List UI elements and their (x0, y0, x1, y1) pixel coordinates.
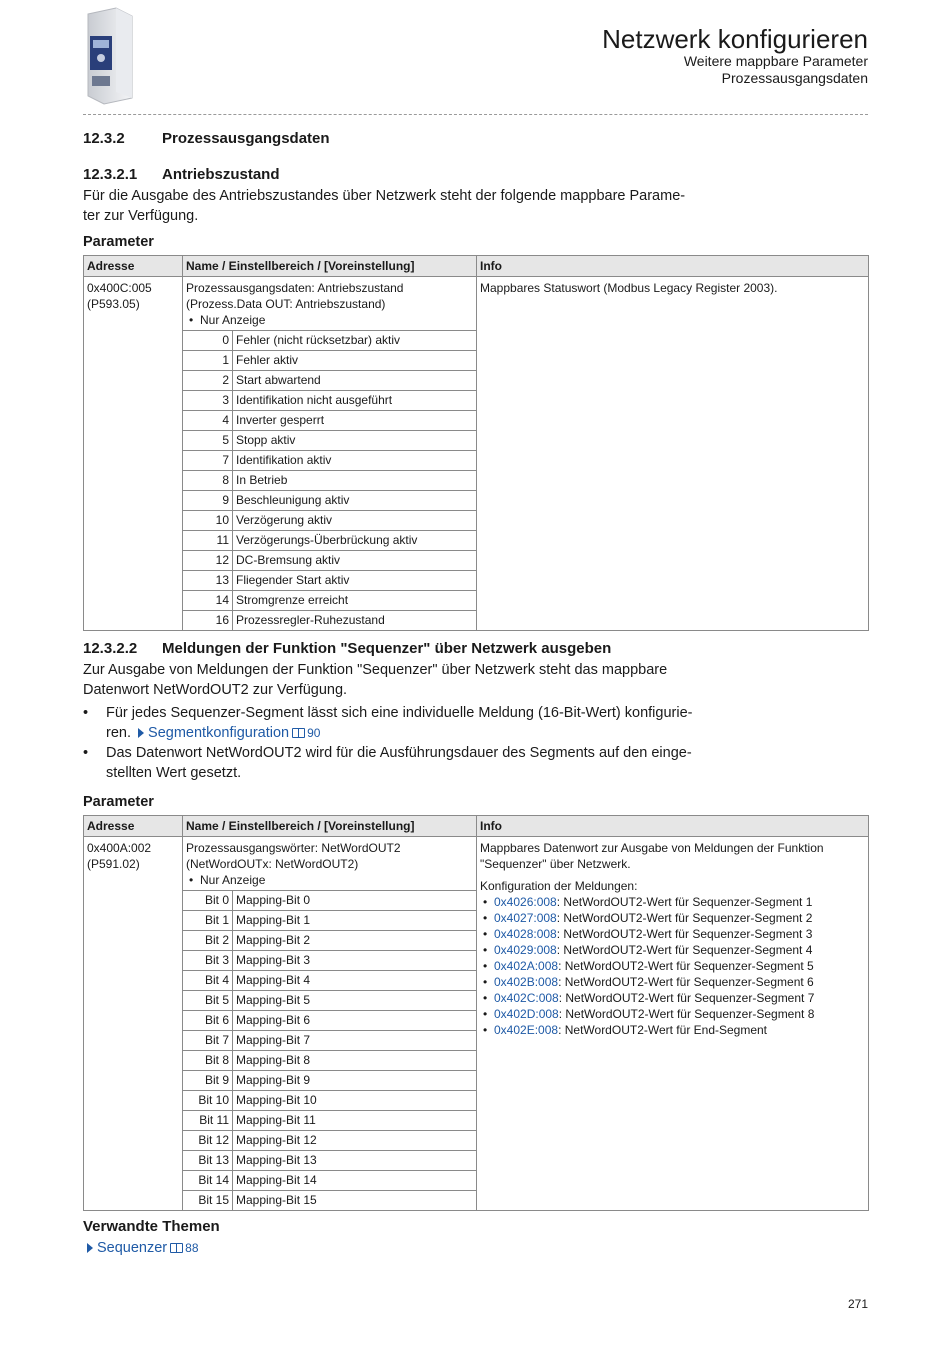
link-arrow-icon (138, 728, 144, 738)
parameter-table (83, 815, 869, 1211)
param-name: Prozessausgangsdaten: Antriebszustand (186, 281, 404, 295)
value-key: 14 (183, 591, 233, 611)
param-name: Prozessausgangswörter: NetWordOUT2 (186, 841, 401, 855)
name-cell (183, 277, 477, 631)
info-line: Konfiguration der Meldungen: (480, 879, 638, 893)
subsection-number: 12.3.2.2 (83, 640, 138, 657)
column-header: Adresse (84, 256, 183, 277)
value-row (183, 1111, 476, 1131)
parameter-link[interactable]: 0x402C:008 (494, 991, 559, 1005)
value-row (183, 911, 476, 931)
param-access: • Nur Anzeige (186, 312, 473, 328)
value-row (183, 1051, 476, 1071)
value-label: Verzögerungs-Überbrückung aktiv (233, 531, 477, 551)
segmentkonfiguration-link[interactable]: Segmentkonfiguration (148, 725, 290, 741)
value-row (183, 511, 476, 531)
value-key: Bit 7 (183, 1031, 233, 1051)
value-key: Bit 4 (183, 971, 233, 991)
column-header: Adresse (84, 816, 183, 837)
value-key: 11 (183, 531, 233, 551)
bullet-text: ren. (106, 725, 131, 741)
value-key: 2 (183, 371, 233, 391)
value-row (183, 1031, 476, 1051)
link-arrow-icon (87, 1243, 93, 1253)
value-key: Bit 8 (183, 1051, 233, 1071)
value-row (183, 471, 476, 491)
page-reference[interactable]: 88 (185, 1241, 199, 1255)
value-label: Identifikation aktiv (233, 451, 477, 471)
value-label: Mapping-Bit 5 (233, 991, 477, 1011)
column-header: Name / Einstellbereich / [Voreinstellung] (183, 816, 477, 837)
value-list (183, 890, 476, 1210)
address-cell (84, 277, 183, 631)
section-title: Prozessausgangsdaten (162, 130, 330, 147)
value-key: Bit 14 (183, 1171, 233, 1191)
address-value: 0x400A:002 (87, 841, 152, 855)
info-cell: Mappbares Statuswort (Modbus Legacy Register 2003). (477, 277, 869, 631)
value-row (183, 891, 476, 911)
value-key: Bit 3 (183, 951, 233, 971)
name-cell (183, 837, 477, 1211)
value-key: Bit 10 (183, 1091, 233, 1111)
info-list-item (480, 1006, 865, 1022)
sequenzer-link[interactable]: Sequenzer (97, 1240, 168, 1256)
value-key: 1 (183, 351, 233, 371)
value-label: Mapping-Bit 8 (233, 1051, 477, 1071)
parameter-table (83, 255, 869, 631)
column-header: Name / Einstellbereich / [Voreinstellung] (183, 256, 477, 277)
info-item-text: : NetWordOUT2-Wert für Sequenzer-Segment 2 (556, 911, 813, 925)
value-row (183, 371, 476, 391)
page-reference[interactable]: 90 (307, 726, 321, 740)
value-row (183, 571, 476, 591)
value-row (183, 451, 476, 471)
info-item-text: : NetWordOUT2-Wert für Sequenzer-Segment 4 (556, 943, 813, 957)
bullet-icon: • (83, 745, 89, 761)
bullet-item (83, 743, 746, 783)
value-label: Stromgrenze erreicht (233, 591, 477, 611)
value-row (183, 491, 476, 511)
info-item-text: : NetWordOUT2-Wert für Sequenzer-Segment 7 (558, 991, 815, 1005)
value-row (183, 611, 476, 631)
value-key: Bit 1 (183, 911, 233, 931)
info-list-item (480, 990, 865, 1006)
value-row (183, 1171, 476, 1191)
value-label: Mapping-Bit 11 (233, 1111, 477, 1131)
value-key: 13 (183, 571, 233, 591)
value-key: Bit 6 (183, 1011, 233, 1031)
info-list-item (480, 926, 865, 942)
value-row (183, 1131, 476, 1151)
parameter-link[interactable]: 0x402B:008 (494, 975, 559, 989)
value-key: 10 (183, 511, 233, 531)
bullet-line: stellten Wert gesetzt. (106, 765, 242, 781)
bullet-line: Das Datenwort NetWordOUT2 wird für die Ausführungsdauer des Segments auf den einge- (106, 745, 692, 761)
value-label: Mapping-Bit 4 (233, 971, 477, 991)
parameter-link[interactable]: 0x4026:008 (494, 895, 557, 909)
parameter-heading: Parameter (83, 794, 154, 810)
value-row (183, 1091, 476, 1111)
info-item-text: : NetWordOUT2-Wert für Sequenzer-Segment 5 (558, 959, 814, 973)
bullet-icon: • (83, 705, 89, 721)
value-label: Mapping-Bit 2 (233, 931, 477, 951)
value-label: Mapping-Bit 14 (233, 1171, 477, 1191)
subsection-title: Meldungen der Funktion "Sequenzer" über Netzwerk ausgeben (162, 640, 612, 657)
value-row (183, 351, 476, 371)
info-item-text: : NetWordOUT2-Wert für Sequenzer-Segment 8 (558, 1007, 815, 1021)
value-label: Mapping-Bit 0 (233, 891, 477, 911)
paragraph (83, 186, 723, 226)
value-label: Verzögerung aktiv (233, 511, 477, 531)
page-number: 271 (847, 1297, 868, 1311)
related-topic-item (83, 1240, 199, 1256)
value-row (183, 551, 476, 571)
header-subtitle: Weitere mappbare Parameter (683, 53, 868, 69)
info-list-item (480, 1022, 865, 1038)
paragraph-line: Datenwort NetWordOUT2 zur Verfügung. (83, 682, 348, 698)
value-key: Bit 15 (183, 1191, 233, 1211)
value-label: Fliegender Start aktiv (233, 571, 477, 591)
value-row (183, 931, 476, 951)
value-row (183, 991, 476, 1011)
value-label: Mapping-Bit 12 (233, 1131, 477, 1151)
subsection-heading (83, 640, 611, 657)
address-code: (P591.02) (87, 857, 140, 871)
value-label: Mapping-Bit 7 (233, 1031, 477, 1051)
value-label: Prozessregler-Ruhezustand (233, 611, 477, 631)
paragraph-line: Für die Ausgabe des Antriebszustandes über Netzwerk steht der folgende mappbare Parame- (83, 188, 686, 204)
value-row (183, 591, 476, 611)
parameter-link[interactable]: 0x402D:008 (494, 1007, 559, 1021)
paragraph-line: Zur Ausgabe von Meldungen der Funktion "Sequenzer" über Netzwerk steht das mappbare (83, 662, 668, 678)
subsection-number: 12.3.2.1 (83, 166, 138, 183)
value-label: Mapping-Bit 10 (233, 1091, 477, 1111)
value-key: Bit 9 (183, 1071, 233, 1091)
value-row (183, 1011, 476, 1031)
value-key: 8 (183, 471, 233, 491)
param-access: • Nur Anzeige (186, 872, 473, 888)
parameter-link[interactable]: 0x402A:008 (494, 959, 559, 973)
info-list-item (480, 974, 865, 990)
parameter-link[interactable]: 0x4028:008 (494, 927, 557, 941)
value-row (183, 1071, 476, 1091)
value-key: 9 (183, 491, 233, 511)
column-header: Info (477, 816, 869, 837)
bullet-line (106, 723, 746, 743)
value-label: Mapping-Bit 6 (233, 1011, 477, 1031)
value-label: Stopp aktiv (233, 431, 477, 451)
parameter-link[interactable]: 0x4029:008 (494, 943, 557, 957)
related-topics-heading: Verwandte Themen (83, 1218, 220, 1235)
info-item-text: : NetWordOUT2-Wert für Sequenzer-Segment 3 (556, 927, 813, 941)
parameter-link[interactable]: 0x4027:008 (494, 911, 557, 925)
value-key: Bit 0 (183, 891, 233, 911)
info-line: Mappbares Datenwort zur Ausgabe von Meldungen der Funktion (480, 841, 824, 855)
param-alias: (NetWordOUTx: NetWordOUT2) (186, 857, 359, 871)
info-list-item (480, 910, 865, 926)
parameter-link[interactable]: 0x402E:008 (494, 1023, 559, 1037)
value-row (183, 531, 476, 551)
value-label: Identifikation nicht ausgeführt (233, 391, 477, 411)
value-key: Bit 11 (183, 1111, 233, 1131)
value-row (183, 951, 476, 971)
subsection-title: Antriebszustand (162, 166, 280, 183)
value-row (183, 431, 476, 451)
value-row (183, 411, 476, 431)
paragraph-line: ter zur Verfügung. (83, 208, 199, 224)
value-key: Bit 13 (183, 1151, 233, 1171)
value-key: 16 (183, 611, 233, 631)
device-logo-image (82, 6, 134, 106)
value-row (183, 1191, 476, 1211)
value-key: 7 (183, 451, 233, 471)
value-row (183, 391, 476, 411)
paragraph (83, 660, 723, 700)
value-row (183, 1151, 476, 1171)
value-key: 0 (183, 331, 233, 351)
book-icon (292, 728, 305, 738)
info-list-item (480, 958, 865, 974)
address-value: 0x400C:005 (87, 281, 152, 295)
value-label: Start abwartend (233, 371, 477, 391)
value-key: 3 (183, 391, 233, 411)
header-subtitle: Prozessausgangsdaten (721, 70, 868, 86)
info-line: "Sequenzer" über Netzwerk. (480, 857, 631, 871)
header-title: Netzwerk konfigurieren (602, 24, 868, 54)
parameter-heading: Parameter (83, 234, 154, 250)
value-label: Beschleunigung aktiv (233, 491, 477, 511)
value-label: Fehler aktiv (233, 351, 477, 371)
value-label: Inverter gesperrt (233, 411, 477, 431)
book-icon (170, 1243, 183, 1253)
value-key: 5 (183, 431, 233, 451)
section-heading (83, 130, 330, 147)
value-label: Mapping-Bit 1 (233, 911, 477, 931)
address-cell (84, 837, 183, 1211)
value-key: Bit 5 (183, 991, 233, 1011)
value-row (183, 971, 476, 991)
value-label: Mapping-Bit 9 (233, 1071, 477, 1091)
info-item-text: : NetWordOUT2-Wert für Sequenzer-Segment 6 (558, 975, 814, 989)
value-list (183, 330, 476, 630)
info-cell (477, 837, 869, 1211)
info-list-item (480, 942, 865, 958)
value-label: Fehler (nicht rücksetzbar) aktiv (233, 331, 477, 351)
section-number: 12.3.2 (83, 130, 125, 147)
bullet-line: Für jedes Sequenzer-Segment lässt sich eine individuelle Meldung (16-Bit-Wert) konfigurie- (106, 705, 693, 721)
value-key: Bit 12 (183, 1131, 233, 1151)
column-header: Info (477, 256, 869, 277)
info-item-text: : NetWordOUT2-Wert für End-Segment (558, 1023, 768, 1037)
value-label: Mapping-Bit 3 (233, 951, 477, 971)
value-key: Bit 2 (183, 931, 233, 951)
address-code: (P593.05) (87, 297, 140, 311)
value-label: DC-Bremsung aktiv (233, 551, 477, 571)
value-label: Mapping-Bit 15 (233, 1191, 477, 1211)
value-label: In Betrieb (233, 471, 477, 491)
value-key: 12 (183, 551, 233, 571)
param-alias: (Prozess.Data OUT: Antriebszustand) (186, 297, 386, 311)
header-divider (83, 114, 868, 115)
value-label: Mapping-Bit 13 (233, 1151, 477, 1171)
info-item-text: : NetWordOUT2-Wert für Sequenzer-Segment 1 (556, 895, 813, 909)
value-row (183, 331, 476, 351)
info-link-list (480, 894, 865, 1038)
value-key: 4 (183, 411, 233, 431)
bullet-item (83, 703, 746, 743)
info-list-item (480, 894, 865, 910)
subsection-heading (83, 166, 280, 183)
